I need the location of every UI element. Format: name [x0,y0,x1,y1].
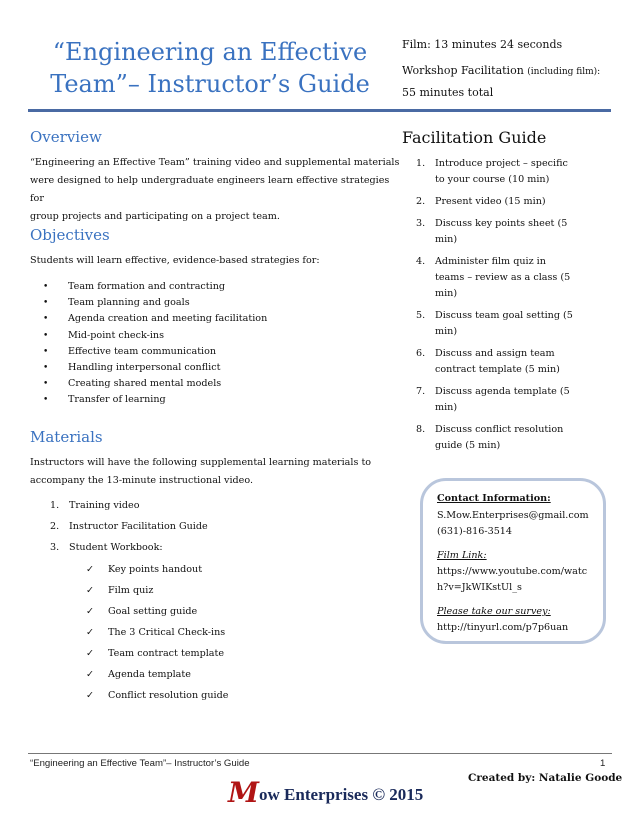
list-item: 2. Instructor Facilitation Guide [50,521,208,532]
list-item [70,688,228,709]
objectives-heading: Objectives [30,226,110,244]
list-item-text: Mid-point check-ins [68,329,165,341]
list-item-text: Agenda creation and meeting facilitation [68,313,268,325]
list-item [30,328,267,344]
workbook-list [70,562,228,709]
survey-label: Please take our survey: [437,606,551,617]
list-item [70,562,228,583]
facilitation-step-text: Discuss and assign team [435,348,555,359]
list-item-text: Creating shared mental models [68,378,222,390]
objectives-list [30,279,267,409]
list-item-text: Conflict resolution guide [108,690,229,701]
facilitation-step-text: min) [435,234,458,245]
list-item-text: The 3 Critical Check-ins [108,627,226,638]
film-length: Film: 13 minutes 24 seconds [402,38,563,51]
checkmark-icon: ✓ [86,585,95,596]
facilitation-step: 7. Discuss agenda template (5 min) [400,384,610,416]
logo-text: ow Enterprises © 2015 [259,785,424,804]
overview-line: group projects and participating on a project team. [30,211,280,222]
list-item-text: Film quiz [108,585,154,596]
list-item-text: Team formation and contracting [68,281,226,292]
mow-enterprises-logo [228,776,424,809]
materials-list [34,500,208,563]
list-item [70,625,228,646]
list-item-text: Handling interpersonal conflict [68,361,221,373]
film-link-url-2[interactable]: h?v=JkWIKstUl_s [437,582,522,593]
list-item [70,646,228,667]
workshop-label [402,64,600,77]
facilitation-step-text: contract template (5 min) [435,364,560,375]
overview-paragraph [30,154,400,226]
list-item [30,360,267,376]
list-item [30,344,267,360]
bullet-icon: • [43,395,49,406]
facilitation-step-text: teams – review as a class (5 [435,272,571,283]
bullet-icon: • [43,346,49,357]
materials-intro [30,454,371,490]
film-link-label: Film Link: [437,550,487,561]
list-item [30,376,267,392]
bullet-icon: • [43,314,49,325]
facilitation-step-text: Discuss agenda template (5 [435,386,570,397]
film-info-block [392,22,611,112]
list-item-text: Goal setting guide [108,606,198,617]
list-item [70,604,228,625]
facilitation-step-text: Administer film quiz in [435,256,546,267]
facilitation-step: 1. Introduce project – specific to your course (10 min) [400,156,610,188]
facilitation-step-text: min) [435,326,458,337]
list-item: 1. Training video [50,500,140,511]
facilitation-step-text: Introduce project – specific [435,158,568,169]
footer-title: “Engineering an Effective Team”– Instructor’s Guide [30,758,250,769]
overview-line: were designed to help undergraduate engineers learn effective strategies for [30,175,390,204]
list-item-text: Team contract template [108,648,225,659]
contact-email[interactable]: S.Mow.Enterprises@gmail.com [437,510,589,521]
bullet-icon: • [43,362,49,373]
checkmark-icon: ✓ [86,669,95,680]
list-item [70,667,228,688]
facilitation-step: 3. Discuss key points sheet (5 min) [400,216,610,248]
bullet-icon: • [43,298,49,309]
materials-intro-line: Instructors will have the following supplemental learning materials to [30,457,372,468]
list-item-text: Instructor Facilitation Guide [69,521,208,532]
contact-box [420,478,606,644]
workshop-text: Workshop Facilitation [402,64,524,77]
title-block [28,22,392,112]
list-item-text: Transfer of learning [68,394,166,406]
footer-credit: Created by: Natalie Goode [468,772,623,784]
list-item [30,295,267,311]
checkmark-icon: ✓ [86,606,95,617]
list-item-text: Agenda template [108,669,191,680]
checkmark-icon: ✓ [86,627,95,638]
facilitation-step: 6. Discuss and assign team contract template (5 min) [400,346,610,378]
facilitation-step-text: to your course (10 min) [435,174,550,185]
survey-url[interactable]: http://tinyurl.com/p7p6uan [437,622,569,633]
footer-divider [28,753,612,754]
bullet-icon: • [43,379,49,390]
list-item-text: Effective team communication [68,345,217,357]
facilitation-step: 2. Present video (15 min) [400,194,610,210]
total-time: 55 minutes total [402,86,494,99]
page-number: 1 [600,758,606,769]
materials-heading: Materials [30,428,103,446]
facilitation-heading: Facilitation Guide [402,128,547,147]
document-title [28,36,392,100]
list-item-text: Training video [69,500,140,511]
list-item-text: Team planning and goals [68,297,190,309]
facilitation-step-text: Discuss team goal setting (5 [435,310,573,321]
facilitation-step-text: guide (5 min) [435,440,501,451]
list-item [30,279,267,295]
title-line-2: Team”– Instructor’s Guide [50,70,370,98]
title-line-1: “Engineering an Effective [52,38,368,66]
facilitation-step-text: Discuss conflict resolution [435,424,564,435]
workshop-note: (including film): [527,67,601,77]
list-item [30,392,267,408]
checkmark-icon: ✓ [86,648,95,659]
bullet-icon: • [43,282,49,292]
checkmark-icon: ✓ [86,690,95,701]
film-link-url-1[interactable]: https://www.youtube.com/watc [437,566,588,577]
contact-heading: Contact Information: [437,493,551,504]
facilitation-step-text: Present video (15 min) [435,196,546,207]
facilitation-step: 5. Discuss team goal setting (5 min) [400,308,610,340]
list-item [30,311,267,327]
list-item-text: Student Workbook: [69,542,163,553]
list-item: 3. Student Workbook: [50,542,163,553]
overview-line: “Engineering an Effective Team” training video and supplemental materials [30,157,400,168]
facilitation-step: 4. Administer film quiz in teams – review as a class (5 min) [400,254,610,302]
logo-m: M [228,776,259,809]
materials-intro-line: accompany the 13-minute instructional video. [30,475,254,486]
facilitation-step: 8. Discuss conflict resolution guide (5 min) [400,422,610,454]
list-item [70,583,228,604]
list-item-text: Key points handout [108,564,203,575]
objectives-intro: Students will learn effective, evidence-based strategies for: [30,255,320,266]
contact-phone: (631)-816-3514 [437,526,513,537]
facilitation-step-text: min) [435,402,458,413]
facilitation-steps [400,156,610,460]
bullet-icon: • [43,330,49,341]
facilitation-step-text: min) [435,288,458,299]
facilitation-step-text: Discuss key points sheet (5 [435,218,568,229]
overview-heading: Overview [30,128,102,146]
checkmark-icon: ✓ [86,564,95,575]
